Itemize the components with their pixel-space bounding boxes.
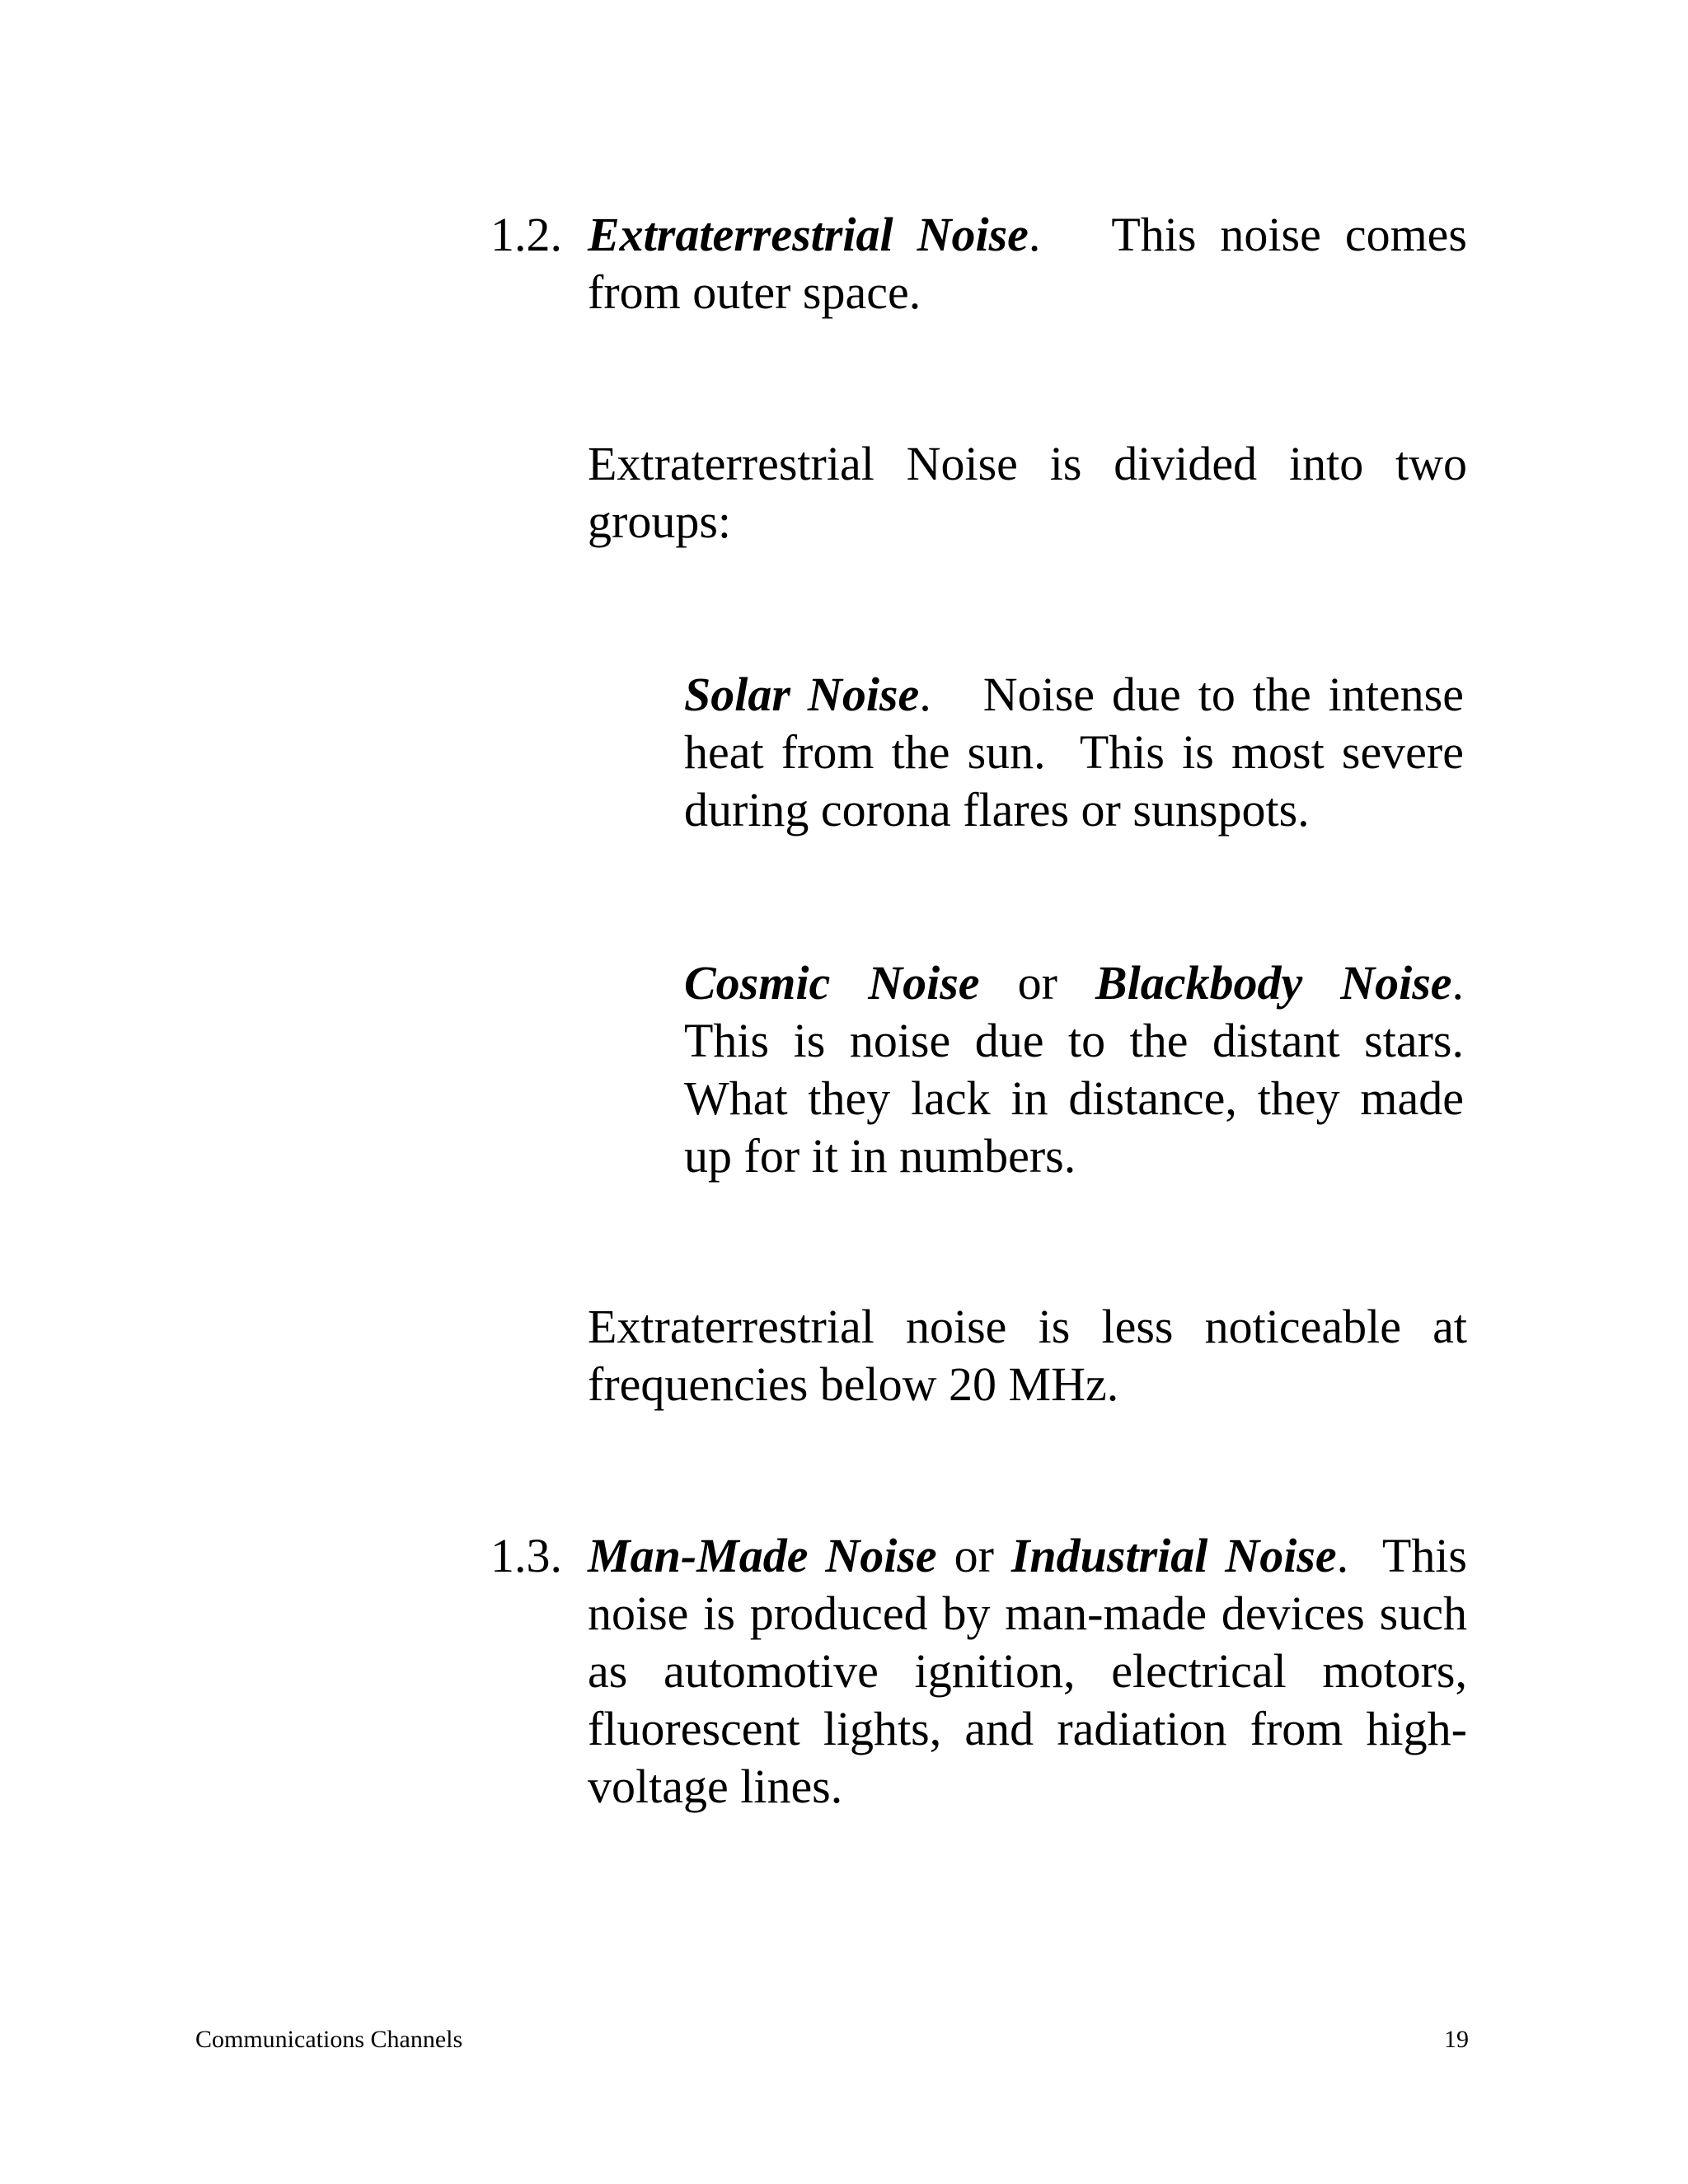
section-1-3-line-3: as automotive ignition, electrical motors,: [588, 1644, 1467, 1698]
extraterrestrial-note-line-1: Extraterrestrial noise is less noticeable at: [588, 1300, 1467, 1353]
section-number-1-3: 1.3.: [490, 1529, 562, 1582]
section-1-3-paragraph: [588, 1527, 1467, 1816]
term-punct: .: [1451, 956, 1465, 1010]
term-punct: .: [1028, 208, 1041, 261]
footer-title: Communications Channels: [195, 2026, 463, 2053]
groups-intro-line-1: Extraterrestrial Noise is divided into two: [588, 437, 1467, 490]
term-punct: .: [1336, 1529, 1349, 1582]
section-1-2-line-1-rest: This noise comes: [1111, 208, 1467, 261]
term-extraterrestrial-noise: Extraterrestrial Noise: [588, 208, 1029, 261]
cosmic-noise-paragraph: [684, 954, 1464, 1185]
cosmic-noise-line-4: up for it in numbers.: [684, 1129, 1076, 1183]
connector-or: or: [954, 1529, 994, 1582]
connector-or: or: [1017, 956, 1057, 1010]
solar-noise-line-1-rest: Noise due to the intense: [982, 668, 1464, 721]
groups-intro-paragraph: [588, 435, 1467, 551]
term-solar-noise: Solar Noise: [684, 668, 920, 721]
section-1-3-line-2: noise is produced by man-made devices such: [588, 1586, 1467, 1640]
section-1-2-paragraph: [588, 206, 1467, 321]
groups-intro-line-2: groups:: [588, 494, 731, 548]
term-industrial-noise: Industrial Noise: [1010, 1529, 1337, 1582]
extraterrestrial-note-line-2: frequencies below 20 MHz.: [588, 1357, 1119, 1411]
cosmic-noise-line-1: [684, 954, 1464, 1012]
solar-noise-line-3: during corona flares or sunspots.: [684, 783, 1310, 837]
section-1-3-line-1: [588, 1527, 1467, 1585]
term-punct: .: [919, 668, 931, 721]
page-number: 19: [1444, 2026, 1469, 2053]
section-number-1-2: 1.2.: [490, 208, 562, 261]
section-1-2-line-1: [588, 206, 1467, 264]
term-cosmic-noise: Cosmic Noise: [684, 956, 980, 1010]
term-man-made-noise: Man-Made Noise: [588, 1529, 937, 1582]
section-1-3-line-4: fluorescent lights, and radiation from high-: [588, 1702, 1467, 1755]
solar-noise-line-1: [684, 666, 1464, 724]
solar-noise-line-2: heat from the sun. This is most severe: [684, 725, 1464, 779]
solar-noise-paragraph: [684, 666, 1464, 839]
extraterrestrial-note-paragraph: [588, 1298, 1467, 1413]
cosmic-noise-line-2: This is noise due to the distant stars.: [684, 1014, 1464, 1067]
term-blackbody-noise: Blackbody Noise: [1095, 956, 1452, 1010]
section-1-3-line-5: voltage lines.: [588, 1760, 843, 1813]
section-1-3-line-1-rest: This: [1381, 1529, 1468, 1582]
cosmic-noise-line-3: What they lack in distance, they made: [684, 1071, 1464, 1125]
section-1-2-line-2: from outer space.: [588, 265, 921, 319]
